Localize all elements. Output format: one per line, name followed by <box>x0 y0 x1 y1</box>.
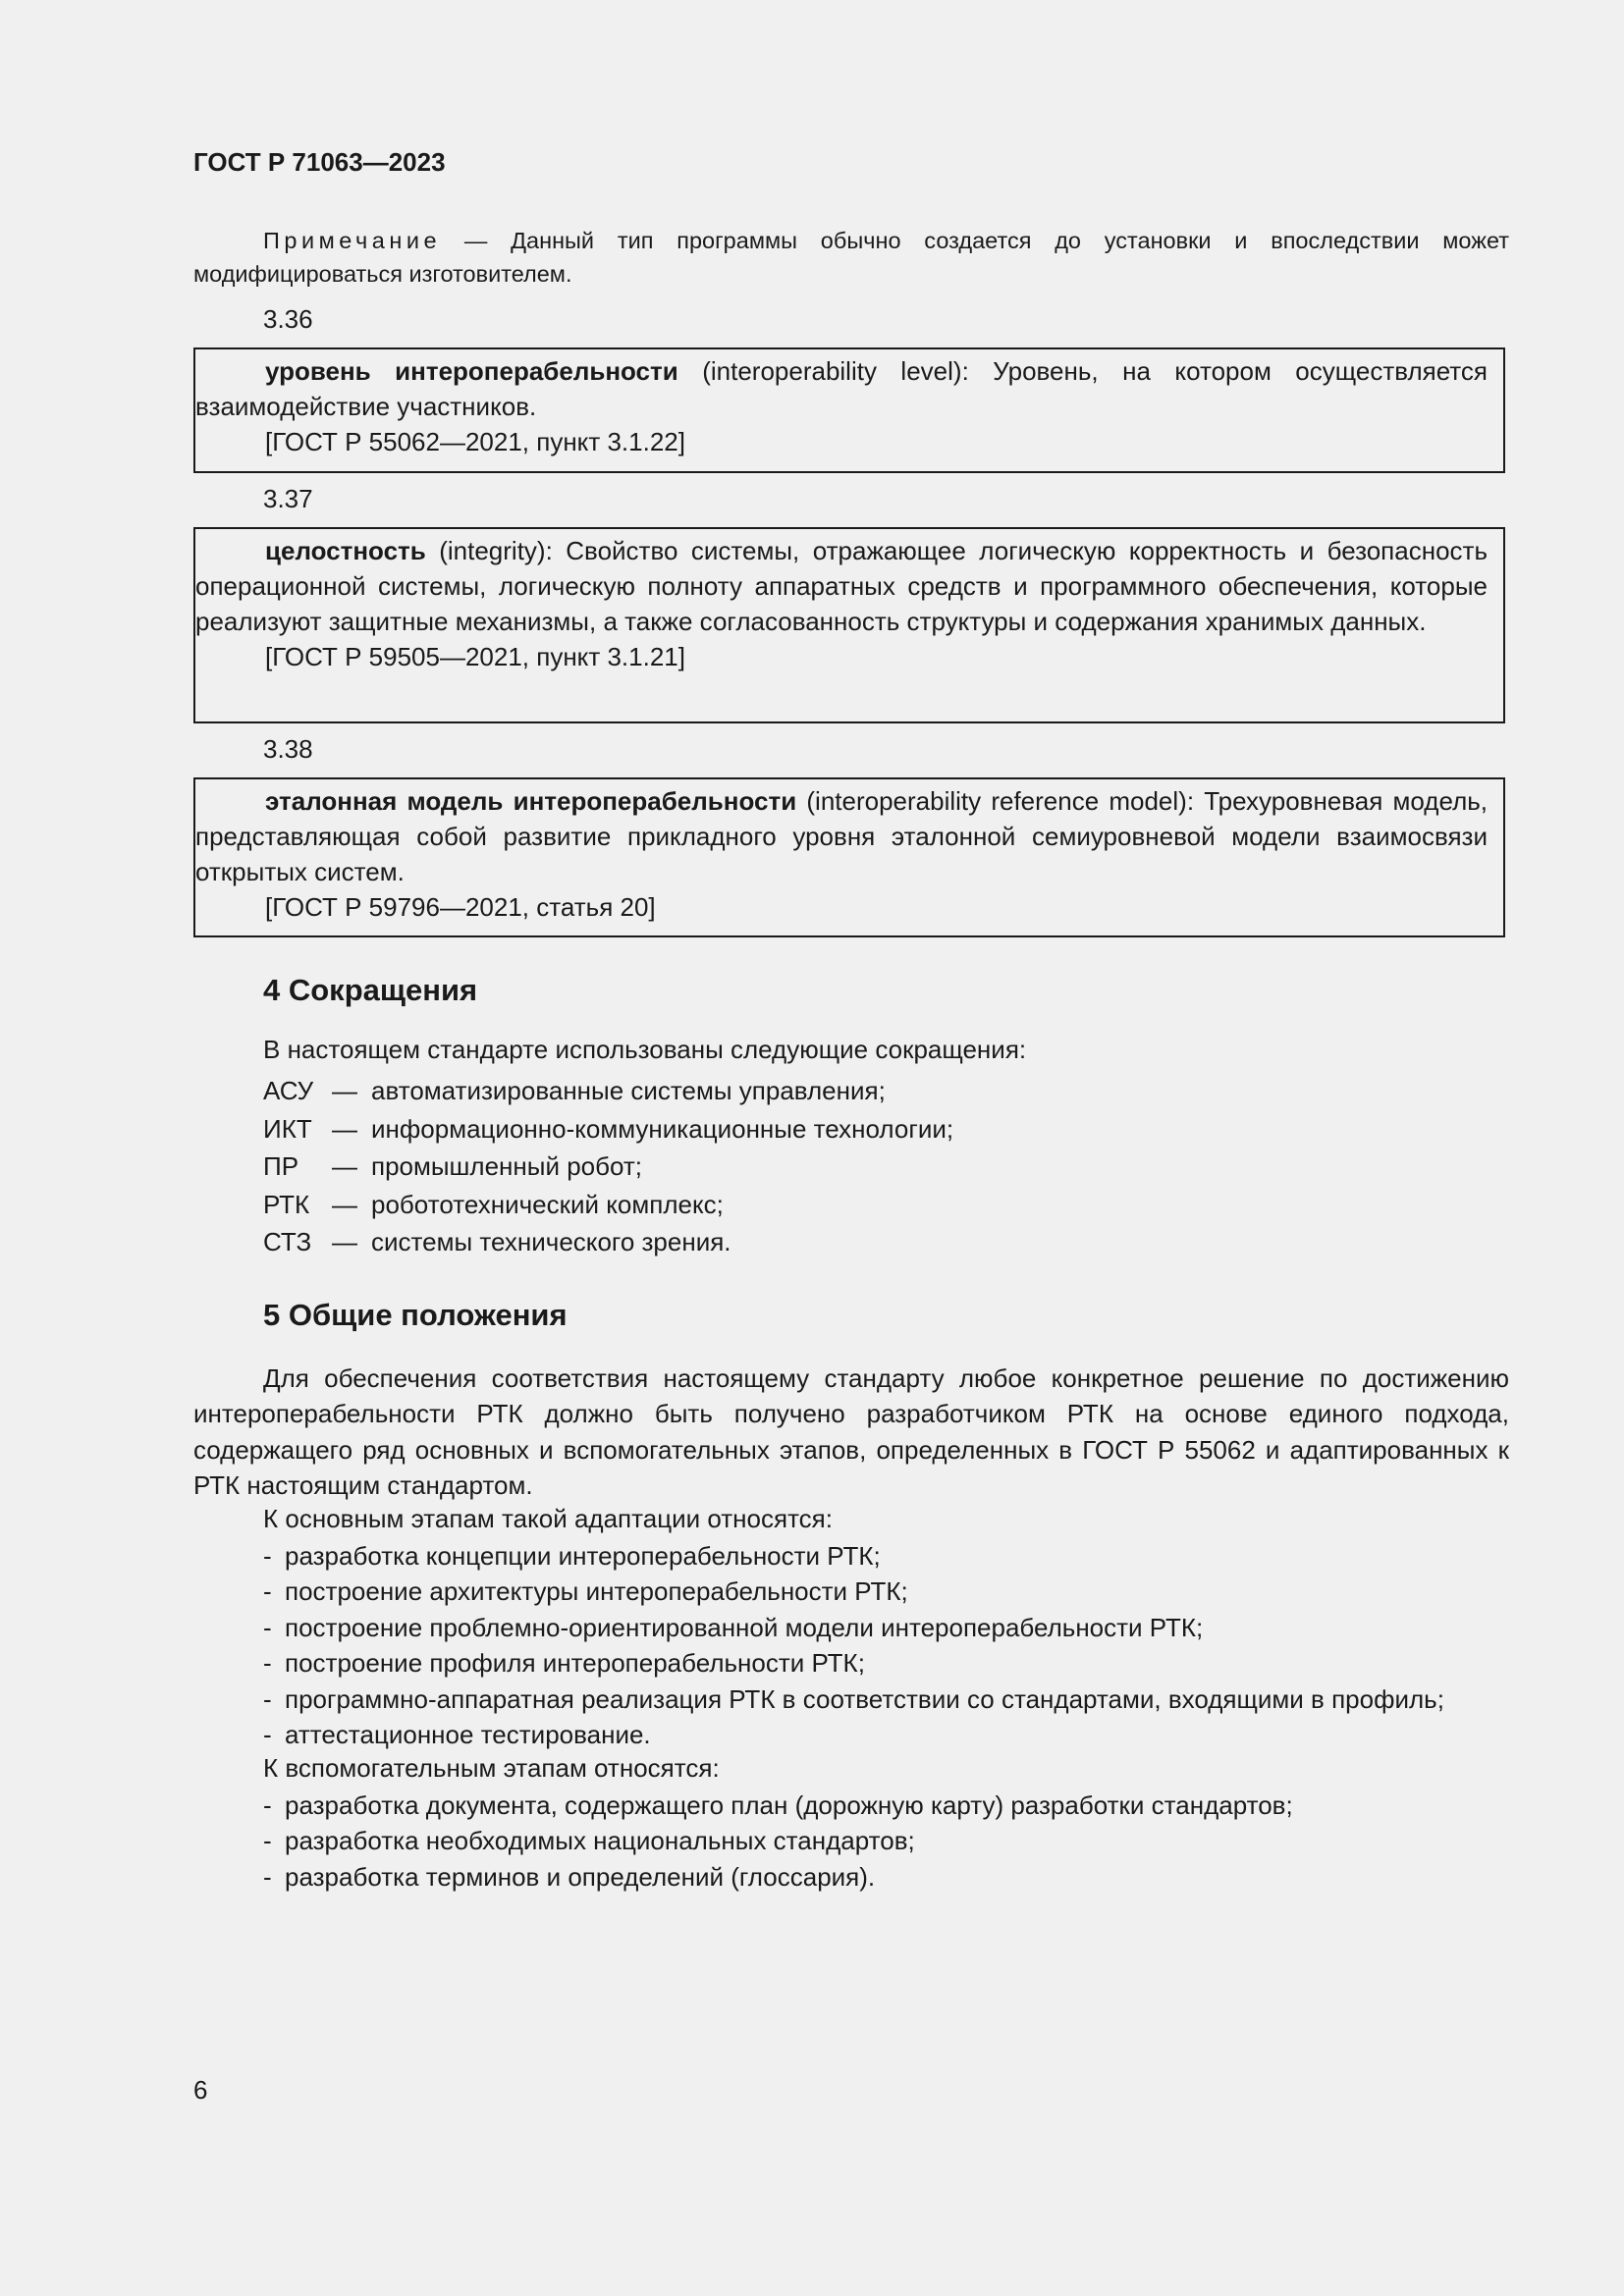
term-english: (interoperability level) <box>677 356 962 386</box>
abbreviation-text: робототехнический комплекс; <box>371 1189 724 1219</box>
abbreviation-item <box>263 1223 953 1261</box>
main-stages-intro: К основным этапам такой адаптации относятся: <box>263 1504 833 1533</box>
abbreviation-dash: — <box>332 1189 357 1219</box>
aux-stages-intro: К вспомогательным этапам относятся: <box>263 1753 720 1783</box>
abbreviation-text: промышленный робот; <box>371 1151 643 1181</box>
abbreviation-code: ПР <box>263 1151 299 1181</box>
abbreviations-list <box>263 1072 953 1261</box>
list-item-text: разработка необходимых национальных стандартов; <box>285 1826 915 1856</box>
note-text: — Данный тип программы обычно создается до установки и впоследствии может модифицироваться изготовителем. <box>193 228 1509 287</box>
term-title: уровень интероперабельности <box>265 356 678 386</box>
term-definition: : Свойство системы, отражающее логическую корректность и безопасность операционной системы, логическую полноту аппаратных средств и программного обеспечения, которые реализуют защитные механизмы, а также согласованность структуры и содержания хранимых данных. <box>195 536 1488 636</box>
term-definition-box <box>193 347 1505 473</box>
list-item-text: построение профиля интероперабельности РТК; <box>285 1648 865 1679</box>
abbreviation-dash: — <box>332 1113 357 1144</box>
list-item-text: программно-аппаратная реализация РТК в соответствии со стандартами, входящими в профиль; <box>285 1683 1444 1714</box>
document-code-header: ГОСТ Р 71063—2023 <box>193 147 446 177</box>
list-item <box>263 1682 1444 1717</box>
abbreviation-dash: — <box>332 1151 357 1181</box>
list-item <box>263 1788 1293 1823</box>
list-item <box>263 1610 1444 1645</box>
abbreviation-item <box>263 1148 953 1186</box>
list-item <box>263 1823 1293 1858</box>
abbreviation-dash: — <box>332 1076 357 1105</box>
abbreviation-code: РТК <box>263 1189 310 1219</box>
term-number: 3.36 <box>263 304 313 334</box>
term-number: 3.37 <box>263 484 313 513</box>
abbreviation-text: автоматизированные системы управления; <box>371 1076 886 1105</box>
term-definition-box <box>193 527 1505 723</box>
term-english: (interoperability reference model) <box>796 786 1187 816</box>
abbreviation-dash: — <box>332 1227 357 1256</box>
main-stages-list <box>263 1538 1444 1752</box>
term-number: 3.38 <box>263 734 313 764</box>
bullet-mark: - <box>263 1683 272 1714</box>
abbreviation-item <box>263 1186 953 1224</box>
bullet-mark: - <box>263 1826 272 1856</box>
abbreviation-code: ИКТ <box>263 1113 312 1144</box>
list-item-text: разработка терминов и определений (глоссария). <box>285 1861 876 1892</box>
abbreviation-code: СТЗ <box>263 1227 312 1256</box>
term-definition: : Уровень, на котором осуществляется взаимодействие участников. <box>195 356 1488 421</box>
bullet-mark: - <box>263 1576 272 1607</box>
term-title: эталонная модель интероперабельности <box>265 786 797 816</box>
list-item-text: построение архитектуры интероперабельности РТК; <box>285 1576 908 1607</box>
list-item <box>263 1538 1444 1574</box>
list-item-text: аттестационное тестирование. <box>285 1720 651 1750</box>
list-item <box>263 1859 1293 1895</box>
bullet-mark: - <box>263 1861 272 1892</box>
abbreviation-code: АСУ <box>263 1076 314 1105</box>
note-label: Примечание <box>263 228 442 253</box>
bullet-mark: - <box>263 1648 272 1679</box>
general-provisions-paragraph <box>193 1361 1509 1504</box>
term-english: (integrity) <box>425 536 546 565</box>
abbreviation-text: системы технического зрения. <box>371 1227 731 1256</box>
list-item <box>263 1717 1444 1752</box>
aux-stages-list <box>263 1788 1293 1895</box>
page-number: 6 <box>193 2075 208 2105</box>
term-definition-box <box>193 777 1505 937</box>
term-reference: [ГОСТ Р 55062—2021, пункт 3.1.22] <box>265 427 685 456</box>
note-paragraph <box>193 224 1509 291</box>
term-reference: [ГОСТ Р 59796—2021, статья 20] <box>265 892 656 922</box>
list-item <box>263 1645 1444 1681</box>
bullet-mark: - <box>263 1612 272 1642</box>
abbreviations-intro: В настоящем стандарте использованы следующие сокращения: <box>263 1035 1027 1064</box>
bullet-mark: - <box>263 1541 272 1571</box>
section-4-title: 4 Сокращения <box>263 973 478 1007</box>
term-title: целостность <box>265 536 426 565</box>
abbreviation-item <box>263 1072 953 1110</box>
abbreviation-item <box>263 1110 953 1148</box>
bullet-mark: - <box>263 1790 272 1820</box>
bullet-mark: - <box>263 1720 272 1750</box>
list-item-text: построение проблемно-ориентированной модели интероперабельности РТК; <box>285 1612 1204 1642</box>
term-reference: [ГОСТ Р 59505—2021, пункт 3.1.21] <box>265 642 685 671</box>
abbreviation-text: информационно-коммуникационные технологии; <box>371 1113 954 1144</box>
term-definition: : Трехуровневая модель, представляющая собой развитие прикладного уровня эталонной семиуровневой модели взаимосвязи открытых систем. <box>195 786 1489 886</box>
list-item <box>263 1574 1444 1609</box>
general-provisions-text: Для обеспечения соответствия настоящему стандарту любое конкретное решение по достижению интероперабельности РТК должно быть получено разработчиком РТК на основе единого подхода, содержащего ряд основных и вспомогательных этапов, определенных в ГОСТ Р 55062 и адаптированных к РТК настоящим стандартом. <box>193 1363 1509 1501</box>
section-5-title: 5 Общие положения <box>263 1298 568 1332</box>
list-item-text: разработка документа, содержащего план (дорожную карту) разработки стандартов; <box>285 1790 1293 1820</box>
list-item-text: разработка концепции интероперабельности РТК; <box>285 1541 881 1571</box>
